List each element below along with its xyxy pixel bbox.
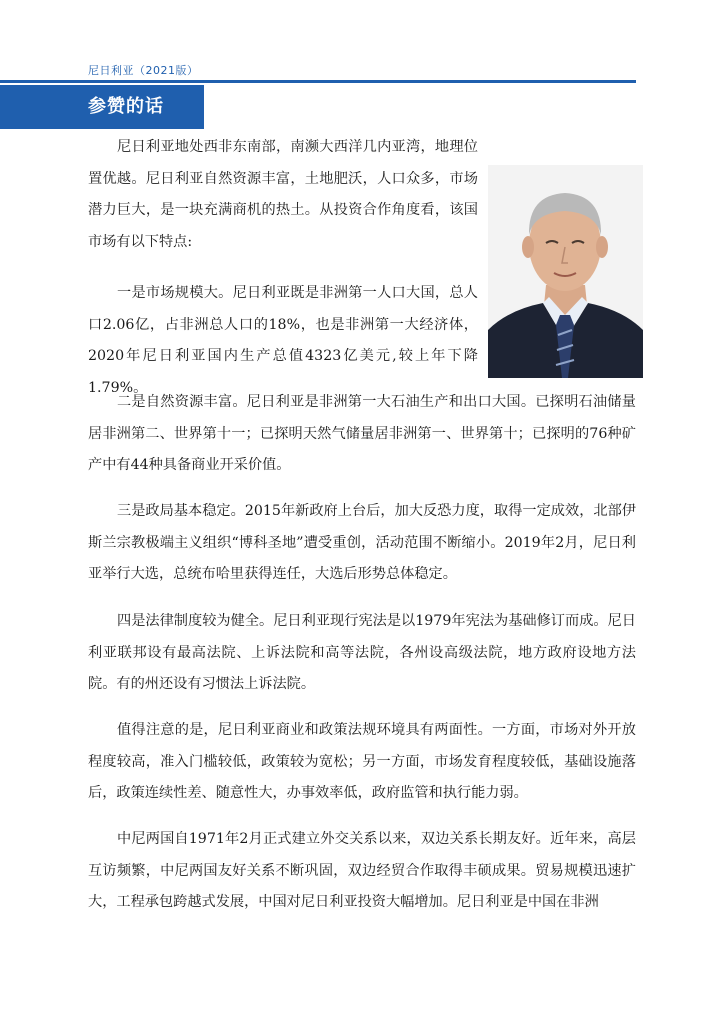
portrait-photo [488, 165, 643, 378]
paragraph-natural-resources: 二是自然资源丰富。尼日利亚是非洲第一大石油生产和出口大国。已探明石油储量居非洲第二、世界第十一；已探明天然气储量居非洲第一、世界第十；已探明的76种矿产中有44种具备商业开采价值。 [88, 394, 636, 473]
paragraph-china-nigeria-relations: 中尼两国自1971年2月正式建立外交关系以来，双边关系长期友好。近年来，高层互访频繁，中尼两国友好关系不断巩固，双边经贸合作取得丰硕成果。贸易规模迅速扩大，工程承包跨越式发展，中国对尼日利亚投资大幅增加。尼日利亚是中国在非洲 [88, 831, 636, 910]
running-header-title: 尼日利亚（2021版） [88, 64, 199, 77]
paragraph-legal-system: 四是法律制度较为健全。尼日利亚现行宪法是以1979年宪法为基础修订而成。尼日利亚联邦设有最高法院、上诉法院和高等法院，各州设高级法院，地方政府设地方法院。有的州还设有习惯法上诉法院。 [88, 613, 636, 692]
paragraph-business-environment: 值得注意的是，尼日利亚商业和政策法规环境具有两面性。一方面，市场对外开放程度较高，准入门槛较低，政策较为宽松；另一方面，市场发育程度较低，基础设施落后，政策连续性差、随意性大，办事效率低，政府监管和执行能力弱。 [88, 722, 636, 801]
portrait-illustration [488, 165, 643, 378]
paragraph-intro: 尼日利亚地处西非东南部，南濒大西洋几内亚湾，地理位置优越。尼日利亚自然资源丰富，土地肥沃，人口众多，市场潜力巨大，是一块充满商机的热土。从投资合作角度看，该国市场有以下特点: [88, 139, 478, 250]
paragraph-political-stability: 三是政局基本稳定。2015年新政府上台后，加大反恐力度，取得一定成效，北部伊斯兰宗教极端主义组织“博科圣地”遭受重创，活动范围不断缩小。2019年2月，尼日利亚举行大选，总统布哈里获得连任，大选后形势总体稳定。 [88, 503, 636, 582]
paragraph-market-scale: 一是市场规模大。尼日利亚既是非洲第一人口大国，总人口2.06亿，占非洲总人口的18%，也是非洲第一大经济体，2020年尼日利亚国内生产总值4323亿美元,较上年下降1.79%。 [88, 285, 478, 396]
section-title: 参赞的话 [88, 96, 164, 117]
header-rule [0, 80, 636, 83]
